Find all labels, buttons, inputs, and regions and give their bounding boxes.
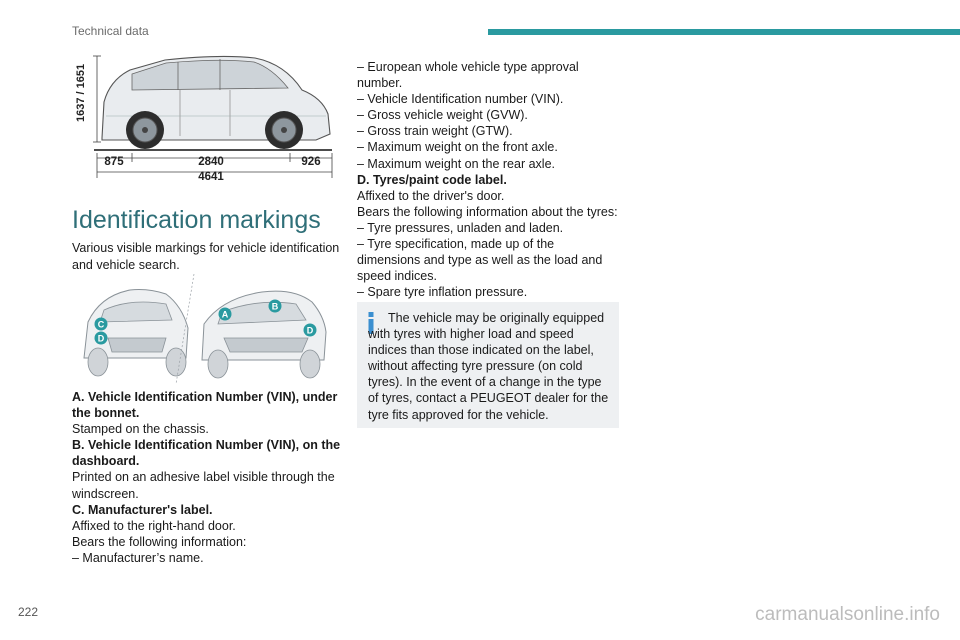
paragraph: – Maximum weight on the front axle. [357, 140, 558, 155]
front-overhang-label: 875 [104, 156, 124, 168]
paragraph: B. Vehicle Identification Number (VIN), on the dashboard. [72, 438, 341, 469]
marker-d-rear [304, 324, 317, 337]
paragraph: – Tyre pressures, unladen and laden. [357, 220, 564, 235]
paragraph: – Spare tyre inflation pressure. [357, 285, 528, 300]
paragraph: Bears the following information about the tyres: [357, 204, 618, 219]
rear-overhang-label: 926 [301, 156, 321, 168]
marker-b-label: B [271, 301, 279, 312]
marker-c-label: C [97, 319, 105, 330]
left-column-text [72, 389, 342, 566]
paragraph: Stamped on the chassis. [72, 422, 209, 437]
page-number: 222 [18, 605, 39, 619]
vehicle-dimensions-diagram [70, 50, 340, 185]
paragraph: D. Tyres/paint code label. [357, 172, 507, 187]
page-header-title: Technical data [72, 24, 149, 38]
marker-c [95, 318, 108, 331]
length-label: 4641 [198, 171, 224, 183]
marker-b [269, 300, 282, 313]
paragraph: – Vehicle Identification number (VIN). [357, 92, 564, 107]
marker-d-rear-label: D [306, 325, 314, 336]
info-note-text: The vehicle may be originally equipped with tyres with higher load and speed indices than those indicated on the label, without affecting tyre pressure (on cold tyres). In the event of a change in the type of tyres, contact a PEUGEOT dealer for the tyre fits approved for the vehicle. [368, 311, 609, 422]
section-heading: Identification markings [72, 206, 321, 234]
paragraph: A. Vehicle Identification Number (VIN), under the bonnet. [72, 390, 338, 421]
identification-locations-diagram [72, 272, 334, 386]
marker-a [219, 308, 232, 321]
wheelbase-label: 2840 [198, 156, 224, 168]
paragraph: – Gross train weight (GTW). [357, 124, 513, 139]
marker-d-front [95, 332, 108, 345]
paragraph: – Maximum weight on the rear axle. [357, 156, 556, 171]
paragraph: Printed on an adhesive label visible through the windscreen. [72, 470, 335, 501]
paragraph: – European whole vehicle type approval number. [357, 60, 579, 91]
marker-a-label: A [221, 309, 229, 320]
paragraph: Affixed to the right-hand door. [72, 518, 236, 533]
paragraph: – Manufacturer’s name. [72, 550, 204, 565]
marker-d-front-label: D [97, 333, 105, 344]
right-column-text [357, 59, 619, 317]
watermark: carmanualsonline.info [755, 604, 940, 625]
paragraph: – Tyre specification, made up of the dimensions and type as well as the load and speed indices. [357, 237, 603, 284]
header-accent-bar [488, 29, 960, 35]
paragraph: Bears the following information: [72, 534, 247, 549]
paragraph: C. Manufacturer's label. [72, 502, 213, 517]
car-side-illustration [102, 56, 330, 149]
section-intro: Various visible markings for vehicle identification and vehicle search. [72, 241, 340, 272]
paragraph: – Gross vehicle weight (GVW). [357, 108, 528, 123]
info-note-box [357, 302, 619, 428]
paragraph: Affixed to the driver's door. [357, 188, 505, 203]
height-label: 1637 / 1651 [75, 63, 87, 122]
